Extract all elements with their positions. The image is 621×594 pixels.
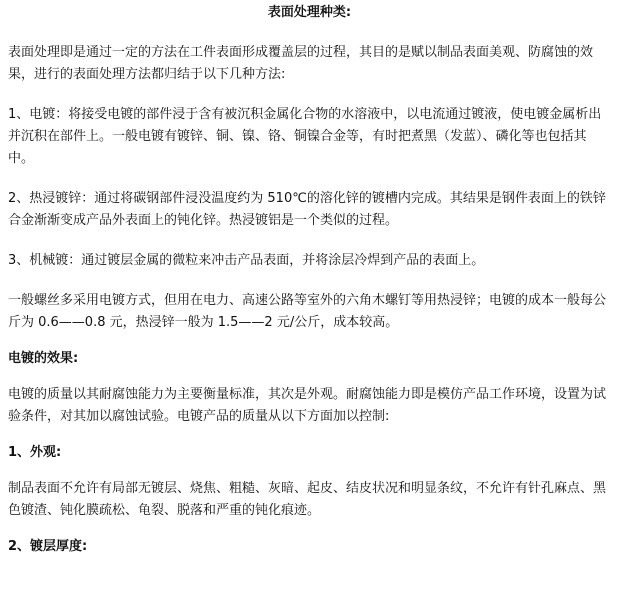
intro-paragraph: 表面处理即是通过一定的方法在工件表面形成覆盖层的过程，其目的是赋以制品表面美观、防腐蚀的效果，进行的表面处理方法都归结于以下几种方法: <box>8 45 594 82</box>
document-title: 表面处理种类: <box>267 5 352 20</box>
thickness-heading: 2、镀层厚度: <box>8 539 88 554</box>
appearance-heading: 1、外观: <box>8 445 62 460</box>
effect-paragraph: 电镀的质量以其耐腐蚀能力为主要衡量标准，其次是外观。耐腐蚀能力即是模仿产品工作环境，设置为试验条件，对其加以腐蚀试验。电镀产品的质量从以下方面加以控制: <box>8 387 607 424</box>
method-item-electroplating: 1、电镀：将接受电镀的部件浸于含有被沉积金属化合物的水溶液中，以电流通过镀液，使电镀金属析出并沉积在部件上。一般电镀有镀锌、铜、镍、铬、铜镍合金等，有时把煮黑（发蓝）、磷化等也包括其中。 <box>8 107 602 166</box>
method-item-hot-dip: 2、热浸镀锌：通过将碳钢部件浸没温度约为 510℃的溶化锌的镀槽内完成。其结果是钢件表面上的铁锌合金渐渐变成产品外表面上的钝化锌。热浸镀铝是一个类似的过程。 <box>8 191 606 228</box>
cost-paragraph: 一般螺丝多采用电镀方式，但用在电力、高速公路等室外的六角木螺钉等用热浸锌；电镀的成本一般每公斤为 0.6——0.8 元，热浸锌一般为 1.5——2 元/公斤，成本较高。 <box>8 293 607 330</box>
appearance-paragraph: 制品表面不允许有局部无镀层、烧焦、粗糙、灰暗、起皮、结皮状况和明显条纹，不允许有针孔麻点、黑色镀渣、钝化膜疏松、龟裂、脱落和严重的钝化痕迹。 <box>8 481 607 518</box>
effect-heading: 电镀的效果: <box>8 351 79 366</box>
method-item-mechanical: 3、机械镀：通过镀层金属的微粒来冲击产品表面，并将涂层冷焊到产品的表面上。 <box>8 253 485 268</box>
